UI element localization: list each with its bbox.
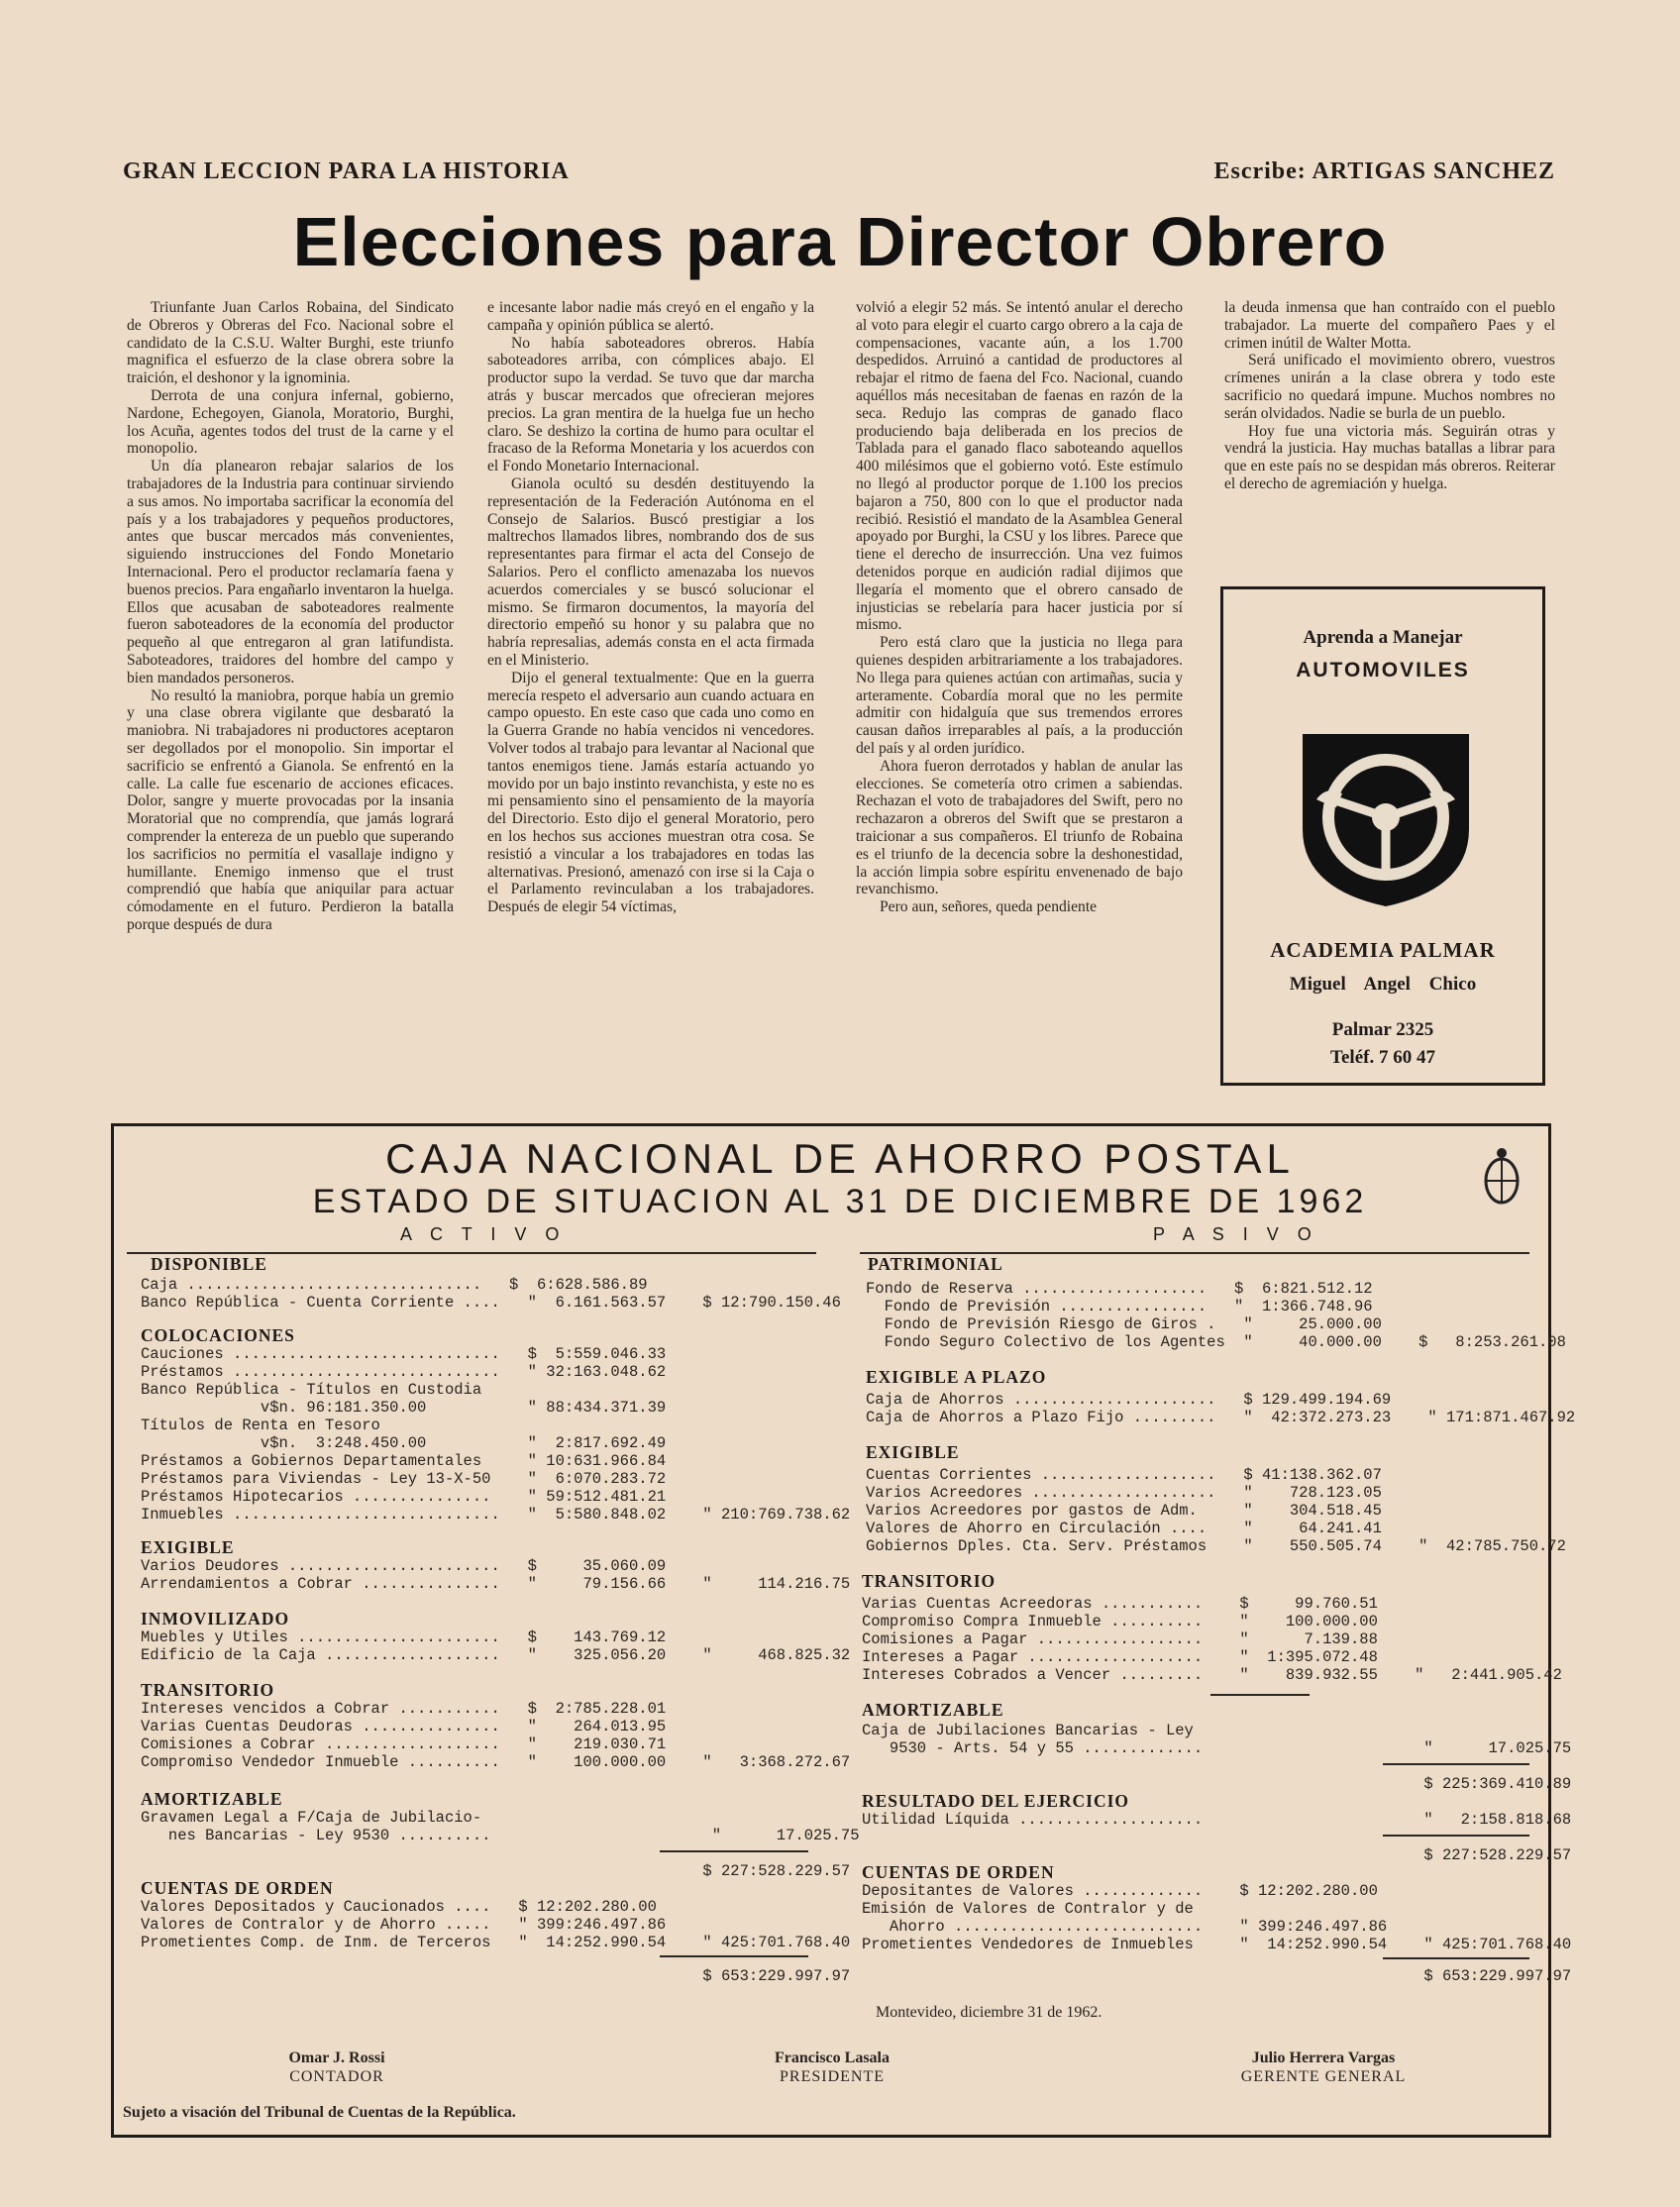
divider (1210, 1694, 1310, 1696)
ledger-line: Comisiones a Pagar .................. " 7.139.88 (862, 1630, 1378, 1648)
ledger-line: Banco República - Cuenta Corriente .... " 6.161.563.57 $ 12:790.150.46 (141, 1294, 841, 1312)
article-column-2 (487, 299, 814, 1092)
ledger-line: Gobiernos Dples. Cta. Serv. Préstamos " 550.505.74 " 42:785.750.72 (866, 1537, 1566, 1555)
ledger-total: $ 653:229.997.97 (141, 1967, 851, 1985)
ledger-line: nes Bancarias - Ley 9530 .......... " 17.025.75 (141, 1827, 860, 1844)
ledger-line: Banco República - Títulos en Custodia (141, 1381, 482, 1399)
article-column-3 (856, 299, 1183, 1092)
ledger-line: Comisiones a Cobrar ................... " 219.030.71 (141, 1735, 667, 1753)
ad-owner: Miguel Angel Chico (1289, 974, 1477, 995)
divider (1383, 1835, 1529, 1837)
ledger-line: Valores Depositados y Caucionados .... $ 12:202.280.00 (141, 1898, 657, 1916)
signature-block (733, 2049, 931, 2086)
ledger-line: Cauciones ............................. $ 5:559.046.33 (141, 1345, 667, 1363)
section-heading: EXIGIBLE A PLAZO (866, 1367, 1047, 1387)
ledger-line: Préstamos para Viviendas - Ley 13-X-50 " 6:070.283.72 (141, 1470, 667, 1488)
signer-role: PRESIDENTE (780, 2068, 885, 2085)
paragraph: No resultó la maniobra, porque había un gremio y una clase obrera vigilante que desbarató la maniobra. Ni trabajadores ni productores aceptaron ser degollados por el monopolio. Sin importar el sacrificio se enfrentó a Gianola. Se enfrentó en la calle. La calle fue escenario de acciones eficaces. Dolor, sangre y muerte provocadas por la insania Moratorial que no comprendía, que jamás logrará comprender la entereza de un pueblo que superando los sacrificios no permitía el vasallaje indigno y humillante. Enemigo inmenso que el trust comprendió que había que aniquilar para actuar cómodamente en el futuro. Perdieron la batalla porque después de dura (127, 686, 454, 933)
divider (660, 1850, 808, 1852)
ledger-line: Intereses vencidos a Cobrar ........... $ 2:785.228.01 (141, 1700, 667, 1718)
ledger-line: Varios Deudores ....................... $ 35.060.09 (141, 1557, 667, 1575)
ledger-line: Préstamos ............................. " 32:163.048.62 (141, 1363, 667, 1381)
ledger-line: Fondo de Reserva .................... $ 6:821.512.12 (866, 1280, 1373, 1298)
footnote: Sujeto a visación del Tribunal de Cuentas de la República. (123, 2104, 516, 2121)
ledger-line: Varias Cuentas Acreedoras ........... $ 99.760.51 (862, 1595, 1378, 1613)
byline: Escribe: ARTIGAS SANCHEZ (1213, 158, 1555, 184)
ledger-line: Valores de Contralor y de Ahorro ..... " 399:246.497.86 (141, 1916, 667, 1934)
ledger-line: Edificio de la Caja ................... " 325.056.20 " 468.825.32 (141, 1646, 851, 1664)
steering-wheel-shield-icon (1299, 730, 1473, 908)
paragraph: e incesante labor nadie más creyó en el engaño y la campaña y opinión pública se alertó. (487, 299, 814, 334)
ledger-line: Varios Acreedores por gastos de Adm. " 304.518.45 (866, 1502, 1382, 1520)
paragraph: Un día planearon rebajar salarios de los trabajadores de la Industria para continuar sirviendo a sus amos. No importaba sacrificar la economía del país y a los trabajadores y pequeños productores, antes que buscar mercados más convenientes, siguiendo instrucciones del Fondo Monetario Internacional. Pero el productor reclamaría faena y buenos precios. Para engañarlo inventaron la huelga. Ellos que acusaban de saboteadores realmente fueron saboteadores de la economía del productor pequeño al que entregaron al gran latifundista. Saboteadores, traidores del hombre del campo y bien mandados personeros. (127, 458, 454, 686)
ledger-line: Prometientes Comp. de Inm. de Terceros " 14:252.990.54 " 425:701.768.40 (141, 1934, 851, 1951)
ad-subject: AUTOMOVILES (1296, 659, 1470, 682)
pasivo-heading: P A S I V O (1153, 1224, 1318, 1244)
driving-school-ad (1220, 586, 1545, 1086)
ledger-line: Caja de Jubilaciones Bancarias - Ley (862, 1722, 1194, 1739)
paragraph: Derrota de una conjura infernal, gobierno, Nardone, Echegoyen, Gianola, Moratorio, Burghi, los Acuña, agentes todos del trust de la carne y el monopolio. (127, 386, 454, 458)
ledger-line: v$n. 3:248.450.00 " 2:817.692.49 (141, 1434, 667, 1452)
ledger-line: Compromiso Vendedor Inmueble .......... " 100.000.00 " 3:368.272.67 (141, 1753, 851, 1771)
signature-block (1205, 2049, 1442, 2086)
ledger-line: Fondo de Previsión Riesgo de Giros . " 25.000.00 (866, 1315, 1382, 1333)
ledger-line: Emisión de Valores de Contralor y de (862, 1900, 1194, 1918)
section-heading: CUENTAS DE ORDEN (862, 1862, 1055, 1882)
headline: Elecciones para Director Obrero (292, 203, 1388, 280)
divider (1383, 1957, 1529, 1959)
section-heading: TRANSITORIO (862, 1571, 997, 1591)
signer-name: Julio Herrera Vargas (1251, 2049, 1396, 2066)
ledger-line: Préstamos a Gobiernos Departamentales " 10:631.966.84 (141, 1452, 667, 1470)
divider (660, 1955, 808, 1957)
section-kicker: GRAN LECCION PARA LA HISTORIA (123, 158, 570, 184)
divider (1383, 1763, 1529, 1765)
section-heading: AMORTIZABLE (862, 1700, 1004, 1720)
ledger-line: Fondo de Previsión ................ " 1:366.748.96 (866, 1298, 1373, 1315)
article-column-4 (1224, 299, 1555, 577)
signer-role: CONTADOR (289, 2068, 384, 2085)
ledger-line: Compromiso Compra Inmueble .......... " 100.000.00 (862, 1613, 1378, 1630)
ledger-line: Cuentas Corrientes ................... $ 41:138.362.07 (866, 1466, 1382, 1484)
ledger-line: Gravamen Legal a F/Caja de Jubilacio- (141, 1809, 482, 1827)
ledger-line: v$n. 96:181.350.00 " 88:434.371.39 (141, 1399, 667, 1417)
ad-address: Palmar 2325 (1331, 1019, 1434, 1040)
section-heading: AMORTIZABLE (141, 1789, 283, 1809)
section-heading: TRANSITORIO (141, 1680, 275, 1700)
ledger-line: Arrendamientos a Cobrar ............... " 79.156.66 " 114.216.75 (141, 1575, 851, 1593)
section-heading: RESULTADO DEL EJERCICIO (862, 1791, 1130, 1811)
signer-name: Francisco Lasala (775, 2049, 890, 2066)
ledger-line: Títulos de Renta en Tesoro (141, 1417, 380, 1434)
signer-name: Omar J. Rossi (288, 2049, 385, 2066)
section-heading: EXIGIBLE (866, 1442, 960, 1462)
paragraph: Dijo el general textualmente: Que en la guerra merecía respeto el adversario aun cuando actuara en campo opuesto. En este caso que cada uno como en la Guerra Grande no había vencidos ni vencedores. Volver todos al trabajo para levantar al Nacional que tantos enemigos tiene. Jamás estaría actuando yo movido por un bajo instinto revanchista, y este no es mi pensamiento sino el pensamiento de la mayoría del Directorio. Esto dijo el general Moratorio, pero en los hechos sus acciones muestran otra cosa. Se resistió a vincular a los trabajadores en todas las alternativas. Presionó, amenazó con irse si la Caja o el Parlamento revinculaban a los trabajadores. Después de elegir 54 víctimas, (487, 669, 814, 916)
paragraph: volvió a elegir 52 más. Se intentó anular el derecho al voto para elegir el cuarto cargo obrero a la caja de compensaciones, vacante aún, a los 1.700 despedidos. Arruinó a cantidad de productores al rebajar el ritmo de faena del Fco. Nacional, cuando aquéllos más necesitaban de faenas en razón de la seca. Redujo las compras de ganado flaco produciendo baja deliberada en los precios de Tablada para el ganado flaco saboteando aquellos 400 milésimos que el gobierno votó. Este estímulo no llegó al productor porque de 1.100 los precios bajaron a 750, 800 con lo que el productor nada recibió. Resistió el mandato de la Asamblea General apoyado por Burghi, la CSU y los libres. Parece que tiene el derecho de insurrección. Una vez fuimos detenidos porque en audición radial dijimos que llegaría el momento que el obrero cansado de injusticias se rebelaría para hacer justicia por sí mismo. (856, 299, 1183, 634)
statement-date: Montevideo, diciembre 31 de 1962. (876, 2004, 1102, 2021)
section-heading: EXIGIBLE (141, 1537, 235, 1557)
ad-tagline: Aprenda a Manejar (1303, 627, 1463, 648)
ledger-line: Varias Cuentas Deudoras ............... " 264.013.95 (141, 1718, 667, 1735)
ledger-line: Fondo Seguro Colectivo de los Agentes " 40.000.00 $ 8:253.261.08 (866, 1333, 1566, 1351)
balance-sheet-title: CAJA NACIONAL DE AHORRO POSTAL (385, 1135, 1295, 1182)
paragraph: Ahora fueron derrotados y hablan de anular las elecciones. Se cometería otro crimen a sabiendas. Rechazan el voto de trabajadores del Swift, pero no rechazaron a obreros del Swift que se prestaron a traicionar a sus compañeros. El triunfo de Robaina es el triunfo de la decencia sobre la deshonestidad, la acción limpia sobre espíritu envenenado de bajo revanchismo. (856, 757, 1183, 898)
ledger-total: $ 653:229.997.97 (862, 1967, 1572, 1985)
section-heading: DISPONIBLE (151, 1254, 267, 1274)
ledger-line: Inmuebles ............................. " 5:580.848.02 " 210:769.738.62 (141, 1506, 851, 1524)
section-heading: PATRIMONIAL (868, 1254, 1003, 1274)
section-heading: CUENTAS DE ORDEN (141, 1878, 334, 1898)
ledger-line: Caja ................................ $ 6:628.586.89 (141, 1276, 648, 1294)
activo-heading: A C T I V O (400, 1224, 567, 1244)
ledger-line: Caja de Ahorros ...................... $ 129.499.194.69 (866, 1391, 1392, 1409)
article-column-1 (127, 299, 454, 1092)
section-heading: COLOCACIONES (141, 1325, 295, 1345)
ad-phone: Teléf. 7 60 47 (1330, 1047, 1435, 1068)
ledger-total: $ 227:528.229.57 (141, 1862, 851, 1880)
ledger-line: Varios Acreedores .................... " 728.123.05 (866, 1484, 1382, 1502)
section-heading: INMOVILIZADO (141, 1609, 290, 1629)
ledger-total: $ 227:528.229.57 (862, 1846, 1572, 1864)
paragraph: Triunfante Juan Carlos Robaina, del Sindicato de Obreros y Obreras del Fco. Nacional sobre el candidato de la C.S.U. Walter Burghi, este triunfo magnifica el esfuerzo de la clase obrera sobre la traición, el deshonor y la ignominia. (127, 299, 454, 387)
ledger-line: Utilidad Líquida .................... " 2:158.818.68 (862, 1811, 1572, 1829)
ledger-line: Depositantes de Valores ............. $ 12:202.280.00 (862, 1882, 1378, 1900)
paragraph: Hoy fue una victoria más. Seguirán otras y vendrá la justicia. Hay muchas batallas a librar para que en este país no se despidan más obreros. Reiterar el derecho de agremiación y huelga. (1224, 422, 1555, 492)
paragraph: No había saboteadores obreros. Había saboteadores arriba, con cómplices abajo. El productor supo la verdad. Se tuvo que dar marcha atrás y buscar mercados que ofrecieran mejores precios. La gran mentira de la huelga fue un hecho claro. Se deshizo la cortina de humo para ocultar el fracaso de la Reforma Monetaria y los acuerdos con el Fondo Monetario Internacional. (487, 334, 814, 475)
paragraph: la deuda inmensa que han contraído con el pueblo trabajador. La muerte del compañero Paes y el crimen inútil de Walter Motta. (1224, 299, 1555, 352)
signer-role: GERENTE GENERAL (1240, 2068, 1407, 2085)
ledger-line: Muebles y Utiles ...................... $ 143.769.12 (141, 1629, 667, 1646)
balance-sheet-subtitle: ESTADO DE SITUACION AL 31 DE DICIEMBRE DE 1962 (312, 1183, 1368, 1220)
ledger-line: Prometientes Vendedores de Inmuebles " 14:252.990.54 " 425:701.768.40 (862, 1936, 1572, 1953)
paragraph: Será unificado el movimiento obrero, vuestros crímenes unirán a la clase obrera y todo este sacrificio no quedará impune. Muchos nombres no serán olvidados. Nadie se burla de un pueblo. (1224, 352, 1555, 422)
paragraph: Pero aun, señores, queda pendiente (880, 898, 1098, 916)
ledger-line: Intereses Cobrados a Vencer ......... " 839.932.55 " 2:441.905.42 (862, 1666, 1562, 1684)
ledger-line: 9530 - Arts. 54 y 55 ............. " 17.025.75 (862, 1739, 1572, 1757)
ledger-line: Intereses a Pagar ................... " 1:395.072.48 (862, 1648, 1378, 1666)
signature-block (248, 2049, 426, 2086)
ledger-line: Valores de Ahorro en Circulación .... " 64.241.41 (866, 1520, 1382, 1537)
coat-of-arms-icon (1480, 1147, 1523, 1209)
ledger-line: Préstamos Hipotecarios ............... " 59:512.481.21 (141, 1488, 667, 1506)
paragraph: Gianola ocultó su desdén destituyendo la representación de la Federación Autónoma en el Consejo de Salarios. Buscó prestigiar a los maltrechos llamados libres, nombrando dos de sus representantes para firmar el acta del Consejo de Salarios. Pero el conflicto amenazaba los nuevos acuerdos comerciales y se buscó solucionar el mismo. Se firmaron documentos, la mayoría del directorio empeñó su honor y su palabra que no habría represalias, además consta en el acta firmada en el Ministerio. (487, 474, 814, 669)
paragraph: Pero está claro que la justicia no llega para quienes despiden arbitrariamente a los trabajadores. No llega para quienes actúan con artimañas, sucia y arteramente. Cobardía moral que no les permite admitir con hidalguía que sus tremendos errores causan daños irreparables al país, a la producción del país y al orden jurídico. (856, 634, 1183, 757)
ledger-line: Ahorro ........................... " 399:246.497.86 (862, 1918, 1388, 1936)
ad-business-name: ACADEMIA PALMAR (1270, 938, 1496, 962)
ledger-line: Caja de Ahorros a Plazo Fijo ......... " 42:372.273.23 " 171:871.467.92 (866, 1409, 1576, 1426)
ledger-total: $ 225:369.410.89 (862, 1775, 1572, 1793)
